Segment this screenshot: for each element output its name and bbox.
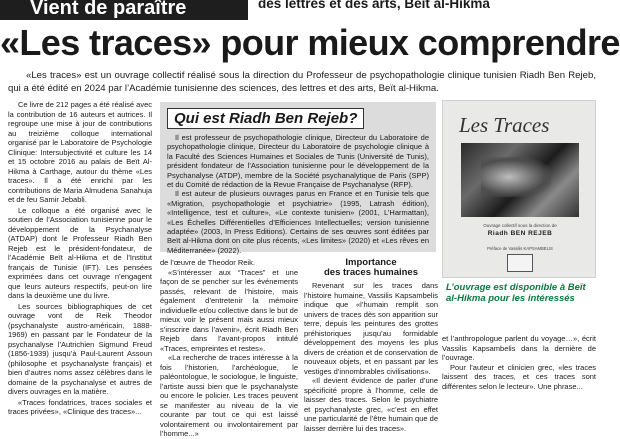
paragraph: et l’anthropologue parlent du voyage…», écrit Vassilis Kapsambelis dans la dernière de l’ouvrage. [442,334,596,362]
book-cover-subtitle: Ouvrage collectif sous la direction de [483,223,557,228]
paragraph: «La recherche de traces intéresse à la fois l’historien, l’archéologue, le paléontologue, le sociologue, le linguiste, l’artiste aussi bien que le psychanalyste ou encore le policier. Les traces peuvent se manifester au niveau de la vie courante par tout ce qui est laissé volontairement ou involontairement par l’homme...» [160,353,298,438]
paragraph: Le colloque a été organisé avec le soutien de l’Association tunisienne pour le développement de la Psychanalyse (ATDAP) dont le Professeur Riadh Ben Rejeb est le président-fondateur, de l’Académie Beït al-Hikma et de l’Institut français de Tunisie (IFT). Les pensées exprimées dans cet ouvrage n’engagent que leurs auteurs respectifs, peut-on lire dans la deuxième une du livre. [8,205,152,300]
paragraph: Les sources bibliographiques de cet ouvrage vont de Reik Theodor (psychanalyste austro-américain, 1888-1969) en passant par le Fondateur de la psychanalyse l’Autrichien Sigmund Freud (1856-1939) jusqu’à Paul-Laurent Assoun (philosophe et psychanalyste français) et bien d’autres noms assez célèbres dans le domaine de la psychanalyse et autres de divers ouvrages en la matière. [8,301,152,396]
book-cover-artwork [461,143,579,217]
article-headline: «Les traces» pour mieux comprendre [0,22,620,63]
book-cover-author: Riadh BEN REJEB [487,230,553,237]
paragraph: «S’intéresser aux “Traces” et une façon de se pencher sur les événements passés, relevant de l’histoire, mais également d’entretenir la mémoire individuelle et/ou collective dans le but de mieux voir le présent mais aussi mieux s’inscrire dans l’avenir», écrit Riadh Ben Rejeb dans l’avant-propos intitulé «Traces, empreintes et restes». [160,267,299,353]
subheading-line-1: Importance [345,257,397,268]
book-cover-image [442,100,596,278]
image-caption: L’ouvrage est disponible à Beït al-Hikma pour les intéressés [446,282,586,304]
subheading [304,258,438,278]
paragraph: Pour l’auteur et clinicien grec, «les traces laissent des traces, et ces traces sont différentes selon le lecteur». Une phrase... [442,362,596,391]
article-column-2 [160,258,299,438]
article-column-3 [304,257,438,433]
author-bio-box [160,102,436,255]
paragraph: «Traces fondatrices, traces sociales et traces privées», «Clinique des traces»... [8,397,152,416]
article-column-4 [442,334,596,400]
subheading-line-2: des traces humaines [324,267,418,278]
paragraph: Ce livre de 212 pages a été réalisé avec la contribution de 16 auteurs et autrices. Il regroupe une mise à jour de contributions au treizième colloque international organisé par le Laboratoire de Psychologie Clinique: Intersubjectivité et culture les 14 et 15 octobre 2016 au palais de Beït Al-Hikma à Carthage, autour du thème «Les traces». Il a été enrichi par les contributions de Maria Almudena Sanahuja et de feu Samir Jebabli. [8,100,152,204]
paragraph: de l’œuvre de Theodor Reik. [160,258,255,267]
book-cover-title: Les Traces [459,113,550,137]
paragraph: «Il devient évidence de parler d’une spécificité propre à l’homme, celle de laisser des traces. Selon le psychiatre et psychanalyste grec, «c’est en effet une particularité de l’être humain que de laisser derrière lui des traces». [304,376,438,433]
top-running-line: des lettres et des arts, Beït al-Hikma [258,0,490,11]
paragraph: Il est auteur de plusieurs ouvrages parus en France et en Tunisie tels que «Migration, psychopathologie et psychiatrie» (1995, Latrash édition), «Intelligence, test et culture», «Le contexte tunisien» (2001, L’Harmattan), «Les Échelles Différentielles d’Efficiences Intellectuelles; version tunisienne adaptée» (2003, In Press Editions). Certains de ses œuvres sont éditées par Beït al-Hikma dont on cite plus récents, «Les limites» (2020) et «Les rêves en Méditerranée» (2022). [167,189,429,255]
article-column-1 [8,100,152,416]
paragraph: Il est professeur de psychopathologie clinique, Directeur du Laboratoire de psychopathologie clinique, Directeur du Laboratoire de psychologie clinique à la Faculté des Sciences Humaines et Sociales de Tunis (Université de Tunis), président fondateur de l’Association tunisienne pour le développement de la Psychanalyse (ATDP), membre de la Société psychanalytique de Paris (SPP) et du Comité de rédaction de la Revue Française de Psychanalyse (RFP). [167,133,429,190]
section-kicker: Vient de paraître [0,0,248,20]
bio-box-title: Qui est Riadh Ben Rejeb? [167,108,364,129]
publisher-logo-icon [507,254,533,272]
book-cover-preface: Préface de Vassilis KAPSAMBELIS [487,246,553,251]
bio-box-text [167,133,429,255]
article-lead: «Les traces» est un ouvrage collectif réalisé sous la direction du Professeur de psychopathologie clinique tunisien Riadh Ben Rejeb, qui a été édité en 2024 par l’Académie tunisienne des sciences, des lettres et des arts, Beït al-Hikma. [8,70,596,94]
paragraph: Revenant sur les traces dans l’histoire humaine, Vassilis Kapsambelis indique que «l’humain remplit son univers de traces dès son apparition sur terre, depuis les peintures des grottes préhistoriques jusqu’au formidable développement des moyens les plus divers de création et de conservation de nouveaux objets, et en passant par les vestiges d’innombrables civilisations». [304,281,438,376]
